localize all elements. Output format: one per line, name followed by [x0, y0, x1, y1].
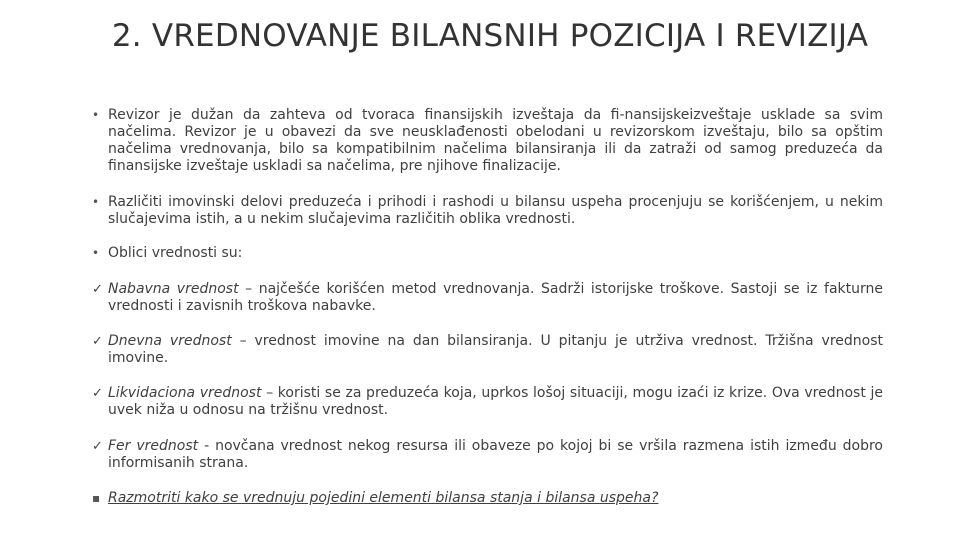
term-label: Fer vrednost	[108, 438, 199, 454]
question-text: Razmotriti kako se vrednuju pojedini elementi bilansa stanja i bilansa uspeha?	[108, 490, 659, 506]
bullet-marker: •	[92, 195, 100, 209]
bullet-marker: •	[92, 246, 100, 260]
bullet-razliciti-delovi	[92, 194, 883, 228]
bullet-marker: •	[92, 108, 100, 122]
bullet-text: Oblici vrednosti su:	[108, 245, 243, 261]
check-nabavna-vrednost	[92, 281, 883, 315]
bullet-oblici-vrednosti	[92, 245, 883, 262]
term-label: Nabavna vrednost	[108, 281, 239, 297]
check-icon: ✓	[92, 439, 103, 454]
bullet-razmotriti-pitanje	[92, 490, 883, 507]
bullet-text: Različiti imovinski delovi preduzeća i prihodi i rashodi u bilansu uspeha procenjuju se korišćenjem, u nekim slučajevima istih, a u nekim slučajevima različitih oblika vrednosti.	[108, 194, 883, 227]
check-fer-vrednost	[92, 438, 883, 472]
term-label: Dnevna vrednost	[108, 333, 232, 349]
check-icon: ✓	[92, 386, 103, 401]
check-icon: ✓	[92, 334, 103, 349]
check-likvidaciona-vrednost	[92, 385, 883, 419]
check-text: – najčešće korišćen metod vrednovanja. Sadrži istorijske troškove. Sastoji se iz fakturne vrednosti i zavisnih troškova nabavke.	[108, 281, 883, 314]
term-label: Likvidaciona vrednost	[108, 385, 262, 401]
check-dnevna-vrednost	[92, 333, 884, 367]
check-text: - novčana vrednost nekog resursa ili obaveze po kojoj bi se vršila razmena istih između dobro informisanih strana.	[108, 438, 883, 471]
bullet-text: Revizor je dužan da zahteva od tvoraca finansijskih izveštaja da fi-nansijskeizveštaje usklade sa svim načelima. Revizor je u obavezi da sve neusklađenosti obelodani u revizorskom izveštaju, bilo sa opštim načelima vrednovanja, bilo sa kompatibilnim načelima bilansiranja ili da zatraži od samog preduzeća da finansijske izveštaje uskladi sa načelima, pre njihove finalizacije.	[108, 107, 883, 174]
check-text: – koristi se za preduzeća koja, uprkos lošoj situaciji, mogu izaći iz krize. Ova vrednost je uvek niža u odnosu na tržišnu vrednost.	[108, 385, 883, 418]
bullet-revizor-duzan	[92, 107, 883, 175]
check-text: – vrednost imovine na dan bilansiranja. U pitanju je utrživa vrednost. Tržišna vrednost imovine.	[108, 333, 884, 366]
slide-title: 2. VREDNOVANJE BILANSNIH POZICIJA I REVIZIJA	[111, 18, 869, 54]
square-bullet-icon: ▪	[92, 491, 101, 505]
check-icon: ✓	[92, 282, 103, 297]
